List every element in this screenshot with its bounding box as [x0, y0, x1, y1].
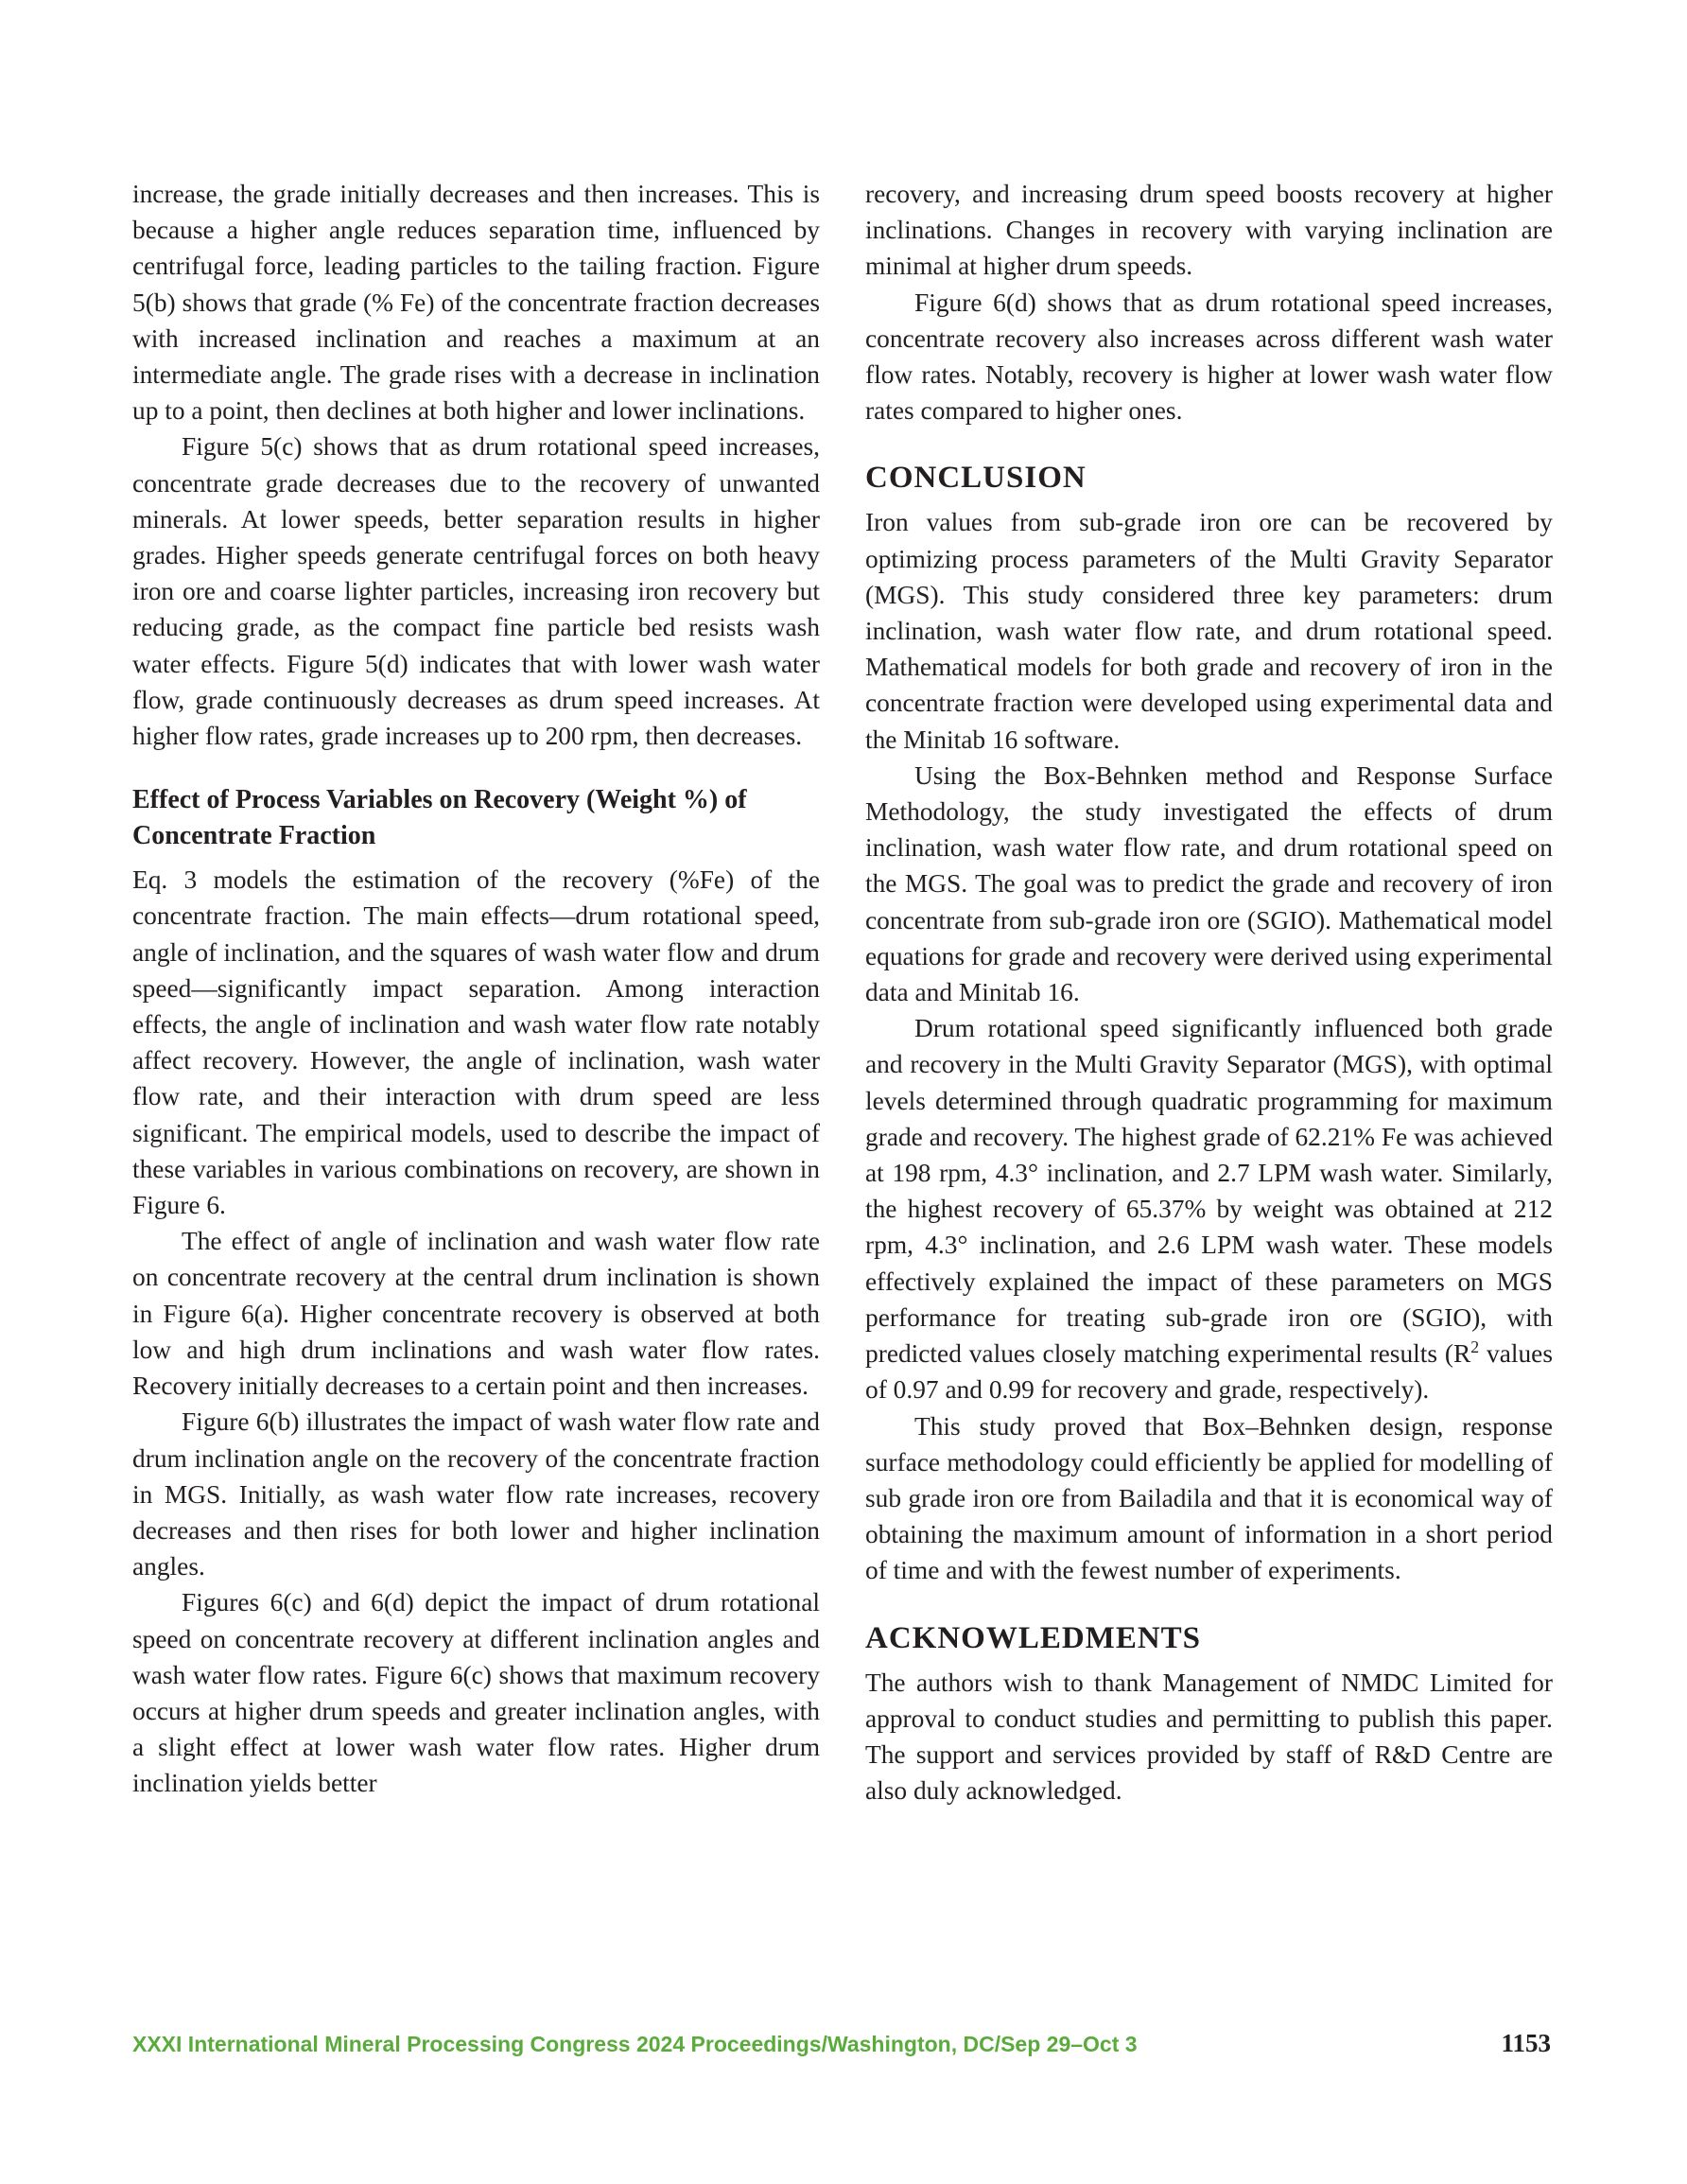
body-paragraph: Figures 6(c) and 6(d) depict the impact of drum rotational speed on concentrate recovery at different inclination angles and wash water flow rates. Figure 6(c) shows that maximum recovery occurs at higher drum speeds and greater inclination angles, with a slight effect at lower wash water flow rates. Higher drum inclination yields better	[132, 1588, 820, 1798]
body-paragraph: Figure 5(c) shows that as drum rotational speed increases, concentrate grade decreases due to the recovery of unwanted minerals. At lower speeds, better separation results in higher grades. Higher speeds generate centrifugal forces on both heavy iron ore and coarse lighter particles, increasing iron recovery but reducing grade, as the compact fine particle bed resists wash water effects. Figure 5(d) indicates that with lower wash water flow, grade continuously decreases as drum speed increases. At higher flow rates, grade increases up to 200 rpm, then decreases.	[132, 432, 820, 751]
body-paragraph	[865, 1010, 1553, 1407]
body-paragraph: Using the Box-Behnken method and Response Surface Methodology, the study investigated the effects of drum inclination, wash water flow rate, and drum rotational speed on the MGS. The goal was to predict the grade and recovery of iron concentrate from sub-grade iron ore (SGIO). Mathematical model equations for grade and recovery were derived using experimental data and Minitab 16.	[865, 760, 1553, 1007]
body-paragraph: Eq. 3 models the estimation of the recovery (%Fe) of the concentrate fraction. The main effects—drum rotational speed, angle of inclination, and the squares of wash water flow and drum speed—significantly impact separation. Among interaction effects, the angle of inclination and wash water flow rate notably affect recovery. However, the angle of inclination, wash water flow rate, and their interaction with drum speed are less significant. The empirical models, used to describe the impact of these variables in various combinations on recovery, are shown in Figure 6.	[132, 865, 820, 1220]
body-paragraph: increase, the grade initially decreases and then increases. This is because a higher angle reduces separation time, influenced by centrifugal force, leading particles to the tailing fraction. Figure 5(b) shows that grade (% Fe) of the concentrate fraction decreases with increased inclination and reaches a maximum at an intermediate angle. The grade rises with a decrease in inclination up to a point, then declines at both higher and lower inclinations.	[132, 180, 820, 426]
body-paragraph: recovery, and increasing drum speed boosts recovery at higher inclinations. Changes in recovery with varying inclination are minimal at higher drum speeds.	[865, 180, 1553, 281]
body-paragraph: Iron values from sub-grade iron ore can be recovered by optimizing process parameters of the Multi Gravity Separator (MGS). This study considered three key parameters: drum inclination, wash water flow rate, and drum rotational speed. Mathematical models for both grade and recovery of iron in the concentrate fraction were developed using experimental data and the Minitab 16 software.	[865, 508, 1553, 754]
right-column	[865, 176, 1553, 1808]
paragraph-text: Drum rotational speed significantly influenced both grade and recovery in the Multi Gravity Separator (MGS), with optimal levels determined through quadratic programming for maximum grade and recovery. The highest grade of 62.21% Fe was achieved at 198 rpm, 4.3° inclination, and 2.7 LPM wash water. Similarly, the highest recovery of 65.37% by weight was obtained at 212 rpm, 4.3° inclination, and 2.6 LPM wash water. These models effectively explained the impact of these parameters on MGS performance for treating sub-grade iron ore (SGIO), with predicted values closely matching experimental results (R	[865, 1014, 1553, 1369]
superscript: 2	[1470, 1337, 1480, 1357]
body-paragraph: This study proved that Box–Behnken design, response surface methodology could efficiently be applied for modelling of sub grade iron ore from Bailadila and that it is economical way of obtaining the maximum amount of information in a short period of time and with the fewest number of experiments.	[865, 1411, 1553, 1585]
page-footer	[132, 2029, 1551, 2066]
left-column	[132, 176, 820, 1802]
acknowledgments-heading: ACKNOWLEDMENTS	[865, 1620, 1202, 1655]
paragraph-text: values of 0.97 and 0.99 for recovery and grade, respectively).	[865, 1339, 1553, 1405]
footer-text: XXXI International Mineral Processing Congress 2024 Proceedings/Washington, DC/Sep 29–Oct 3	[132, 2032, 1138, 2056]
body-paragraph: Figure 6(d) shows that as drum rotational speed increases, concentrate recovery also increases across different wash water flow rates. Notably, recovery is higher at lower wash water flow rates compared to higher ones.	[865, 288, 1553, 426]
section-subheading: Effect of Process Variables on Recovery (Weight %) of Concentrate Fraction	[132, 785, 747, 851]
conclusion-heading: CONCLUSION	[865, 461, 1087, 496]
page-number: 1153	[1501, 2029, 1551, 2057]
body-paragraph: Figure 6(b) illustrates the impact of wash water flow rate and drum inclination angle on the recovery of the concentrate fraction in MGS. Initially, as wash water flow rate increases, recovery decreases and then rises for both lower and higher inclination angles.	[132, 1407, 820, 1581]
body-paragraph: The authors wish to thank Management of NMDC Limited for approval to conduct studies and permitting to publish this paper. The support and services provided by staff of R&D Centre are also duly acknowledged.	[865, 1668, 1553, 1806]
body-paragraph: The effect of angle of inclination and wash water flow rate on concentrate recovery at the central drum inclination is shown in Figure 6(a). Higher concentrate recovery is observed at both low and high drum inclinations and wash water flow rates. Recovery initially decreases to a certain point and then increases.	[132, 1227, 820, 1401]
